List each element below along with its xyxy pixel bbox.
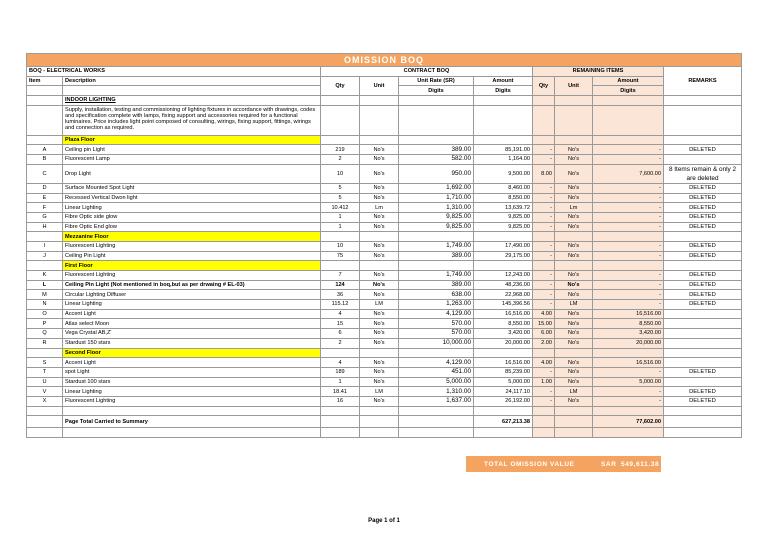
remaining-amount: 16,516.00 [593,358,664,368]
page-title: OMISSION BOQ [27,54,742,67]
item-amount: 12,243.00 [474,271,533,281]
item-unit: No's [360,155,399,165]
item-code: Q [27,329,63,339]
item-amount: 48,236.00 [474,280,533,290]
floor-header-row [27,232,742,242]
indoor-title-row [27,96,742,106]
page-total-label: Page Total Carried to Summary [63,416,321,428]
total-omission-value-box [466,456,661,472]
remaining-unit: No's [555,241,593,251]
section-label: BOQ - ELECTRICAL WORKS [27,67,321,77]
item-description: Recessed Vertical Dwon light [63,193,321,203]
remaining-qty: - [533,183,555,193]
item-description: Fluorescent Lighting [63,241,321,251]
item-amount: 145,396.56 [474,300,533,310]
title-row [27,54,742,67]
item-amount: 9,825.00 [474,222,533,232]
item-amount: 26,192.00 [474,396,533,406]
page-total-row [27,416,742,428]
table-row [27,329,742,339]
item-amount: 85,239.00 [474,367,533,377]
item-remarks [664,358,742,368]
remaining-qty: - [533,290,555,300]
item-code: C [27,164,63,183]
remaining-amount: 20,000.00 [593,338,664,348]
item-description: Drop Light [63,164,321,183]
floor-label: Plaza Floor [63,135,321,145]
item-unit-rate: 638.00 [399,290,474,300]
item-remarks: DELETED [664,280,742,290]
floor-header-row [27,348,742,358]
remaining-unit: No's [555,280,593,290]
remaining-amount: - [593,290,664,300]
item-unit-rate: 1,749.00 [399,241,474,251]
header-row-1 [27,67,742,77]
item-unit: No's [360,271,399,281]
remaining-unit: LM [555,300,593,310]
remaining-amount-header: Amount [593,76,664,86]
item-header: Item [27,76,63,86]
item-remarks: DELETED [664,222,742,232]
remaining-qty: 8.00 [533,164,555,183]
item-code: N [27,300,63,310]
item-code: I [27,241,63,251]
spacer-row [27,406,742,416]
item-qty: 1 [321,377,360,387]
item-amount: 13,639.72 [474,203,533,213]
remaining-qty: - [533,251,555,261]
remaining-unit: No's [555,155,593,165]
page-total-contract: 627,213.38 [474,416,533,428]
item-unit: No's [360,193,399,203]
table-row [27,300,742,310]
table-row [27,251,742,261]
item-amount: 8,550.00 [474,193,533,203]
indoor-lighting-description: Supply, installation, testing and commissioning of lighting fixtures in accordance with drawings, codes and specification complete with lamps, fixing support and accessories required for a functional luminaires. Price includes light point composed of consulting, wirings, fixing support, fittings, wirings and connection as required. [63,105,321,135]
remaining-amount: - [593,193,664,203]
unit-rate-header: Unit Rate (SR) [399,76,474,86]
remaining-amount: - [593,271,664,281]
remaining-qty: - [533,367,555,377]
item-description: Linear Lighting [63,203,321,213]
table-row [27,145,742,155]
item-amount: 20,000.00 [474,338,533,348]
remaining-unit: LM [555,387,593,397]
item-description: Fluorescent Lamp [63,155,321,165]
item-description: Fluorescent Lighting [63,271,321,281]
remaining-qty: 2.00 [533,338,555,348]
item-unit-rate: 1,692.00 [399,183,474,193]
item-unit: No's [360,222,399,232]
item-description: Stardust 100 stars [63,377,321,387]
item-unit-rate: 570.00 [399,319,474,329]
item-unit-rate: 1,310.00 [399,387,474,397]
item-unit: No's [360,183,399,193]
remaining-amount: 3,420.00 [593,329,664,339]
item-qty: 4 [321,358,360,368]
remaining-unit: No's [555,145,593,155]
table-row [27,290,742,300]
item-description: Ceiling Pin Light [63,251,321,261]
item-qty: 75 [321,251,360,261]
item-unit-rate: 950.00 [399,164,474,183]
item-amount: 22,968.00 [474,290,533,300]
item-qty: 5 [321,183,360,193]
item-description: Ceiling Pin Light (Not mentioned in boq,but as per drwaing # EL-03) [63,280,321,290]
item-unit-rate: 1,310.00 [399,203,474,213]
item-code: H [27,222,63,232]
item-unit-rate: 1,749.00 [399,271,474,281]
item-unit-rate: 389.00 [399,251,474,261]
remaining-amount: - [593,367,664,377]
remaining-qty: - [533,155,555,165]
item-qty: 4 [321,309,360,319]
remaining-qty: - [533,300,555,310]
table-row [27,241,742,251]
item-unit-rate: 4,129.00 [399,309,474,319]
remaining-unit: No's [555,193,593,203]
item-remarks [664,155,742,165]
item-amount: 16,516.00 [474,358,533,368]
item-unit-rate: 9,825.00 [399,212,474,222]
page-number: Page 1 of 1 [368,518,400,524]
total-omission-currency: SAR [601,460,617,468]
item-amount: 29,175.00 [474,251,533,261]
item-unit: No's [360,164,399,183]
item-code: F [27,203,63,213]
item-qty: 10 [321,164,360,183]
item-code: L [27,280,63,290]
table-row [27,183,742,193]
remaining-qty: 4.00 [533,309,555,319]
item-description: Accent Light [63,309,321,319]
item-code: R [27,338,63,348]
remaining-qty-header: Qty [533,76,555,95]
qty-header: Qty [321,76,360,95]
item-code: J [27,251,63,261]
item-qty: 5 [321,193,360,203]
table-row [27,193,742,203]
remaining-amount: - [593,155,664,165]
table-row [27,396,742,406]
item-amount: 24,117.10 [474,387,533,397]
item-remarks [664,338,742,348]
unit-rate-digits: Digits [399,86,474,96]
item-description: Surface Mounted Spot Light [63,183,321,193]
remaining-unit: No's [555,358,593,368]
item-unit-rate: 582.00 [399,155,474,165]
remaining-amount: - [593,387,664,397]
floor-label: First Floor [63,261,321,271]
remaining-unit: No's [555,212,593,222]
item-qty: 124 [321,280,360,290]
item-unit-rate: 570.00 [399,329,474,339]
item-amount: 8,460.00 [474,183,533,193]
remaining-qty: - [533,387,555,397]
remaining-amount: - [593,396,664,406]
item-amount: 17,490.00 [474,241,533,251]
table-row [27,164,742,183]
description-header: Description [63,76,321,86]
remaining-qty: - [533,222,555,232]
boq-table [26,53,742,438]
item-remarks: DELETED [664,212,742,222]
item-description: Fluorescent Lighting [63,396,321,406]
item-qty: 2 [321,155,360,165]
remaining-unit: No's [555,367,593,377]
item-code: O [27,309,63,319]
remaining-unit: No's [555,183,593,193]
item-code: P [27,319,63,329]
item-code: U [27,377,63,387]
floor-header-row [27,135,742,145]
item-code: D [27,183,63,193]
remaining-qty: - [533,212,555,222]
remaining-qty: - [533,271,555,281]
remaining-qty: - [533,280,555,290]
item-qty: 7 [321,271,360,281]
item-remarks: DELETED [664,241,742,251]
item-code: V [27,387,63,397]
table-row [27,358,742,368]
spacer-row [27,428,742,438]
remaining-qty: 1.00 [533,377,555,387]
remaining-unit: No's [555,222,593,232]
item-amount: 85,191.00 [474,145,533,155]
item-qty: 10.412 [321,203,360,213]
remaining-unit: No's [555,309,593,319]
remaining-items-header: REMAINING ITEMS [533,67,664,77]
remaining-amount: 5,000.00 [593,377,664,387]
item-remarks: DELETED [664,300,742,310]
remaining-unit: No's [555,164,593,183]
item-description: spot Light [63,367,321,377]
header-row-2 [27,76,742,86]
item-code: K [27,271,63,281]
item-description: Fibre Optic side glow [63,212,321,222]
item-qty: 1 [321,222,360,232]
indoor-desc-row [27,105,742,135]
item-remarks: DELETED [664,145,742,155]
remaining-unit: No's [555,290,593,300]
item-unit-rate: 1,710.00 [399,193,474,203]
remaining-unit: No's [555,271,593,281]
item-amount: 16,516.00 [474,309,533,319]
item-description: Ceiling pin Light [63,145,321,155]
item-unit: No's [360,145,399,155]
remaining-unit: No's [555,251,593,261]
table-row [27,222,742,232]
remaining-qty: - [533,145,555,155]
table-row [27,387,742,397]
item-unit: No's [360,280,399,290]
remaining-qty: - [533,193,555,203]
unit-header: Unit [360,76,399,95]
item-code: S [27,358,63,368]
item-description: Linear Lighting [63,387,321,397]
item-qty: 10 [321,241,360,251]
item-unit: No's [360,338,399,348]
page-total-remaining: 77,602.00 [593,416,664,428]
item-unit: LM [360,387,399,397]
remaining-unit: No's [555,377,593,387]
table-row [27,212,742,222]
item-qty: 115.12 [321,300,360,310]
remaining-qty: - [533,241,555,251]
item-code: X [27,396,63,406]
item-code: G [27,212,63,222]
remaining-amount: - [593,203,664,213]
item-unit-rate: 389.00 [399,280,474,290]
item-code: T [27,367,63,377]
total-omission-amount: 549,611.38 [621,460,660,468]
item-remarks: 8 Items remain & only 2 are deleted [664,164,742,183]
item-description: Atlas select Moon [63,319,321,329]
remaining-amount: - [593,241,664,251]
item-remarks: DELETED [664,367,742,377]
floor-label: Second Floor [63,348,321,358]
remaining-qty: - [533,396,555,406]
item-remarks: DELETED [664,251,742,261]
item-unit: No's [360,251,399,261]
item-remarks: DELETED [664,387,742,397]
remaining-amount: 7,600.00 [593,164,664,183]
indoor-lighting-title: INDOOR LIGHTING [63,96,321,106]
item-amount: 1,164.00 [474,155,533,165]
table-row [27,309,742,319]
item-unit: No's [360,396,399,406]
remaining-unit-header: Unit [555,76,593,95]
remaining-amount: - [593,222,664,232]
item-amount: 9,500.00 [474,164,533,183]
item-unit: No's [360,212,399,222]
item-unit: No's [360,319,399,329]
total-omission-label: TOTAL OMISSION VALUE [484,460,575,468]
item-remarks: DELETED [664,203,742,213]
remaining-unit: No's [555,329,593,339]
item-unit: LM [360,300,399,310]
remaining-qty: 15.00 [533,319,555,329]
item-unit-rate: 1,637.00 [399,396,474,406]
remaining-amount-digits: Digits [593,86,664,96]
item-unit-rate: 389.00 [399,145,474,155]
item-qty: 189 [321,367,360,377]
contract-boq-header: CONTRACT BOQ [321,67,533,77]
amount-digits: Digits [474,86,533,96]
item-description: Linear Lighting [63,300,321,310]
item-qty: 36 [321,290,360,300]
remaining-qty: 6.00 [533,329,555,339]
table-row [27,155,742,165]
item-unit: No's [360,241,399,251]
item-unit-rate: 4,129.00 [399,358,474,368]
item-amount: 9,825.00 [474,212,533,222]
item-qty: 15 [321,319,360,329]
item-qty: 6 [321,329,360,339]
item-unit-rate: 10,000.00 [399,338,474,348]
item-remarks [664,309,742,319]
remaining-amount: - [593,300,664,310]
item-remarks [664,377,742,387]
remaining-qty: - [533,203,555,213]
item-unit-rate: 451.00 [399,367,474,377]
remaining-amount: 16,516.00 [593,309,664,319]
item-remarks: DELETED [664,271,742,281]
item-description: Stardust 150 stars [63,338,321,348]
item-amount: 8,550.00 [474,319,533,329]
item-amount: 3,420.00 [474,329,533,339]
item-unit: No's [360,367,399,377]
remaining-qty: 4.00 [533,358,555,368]
item-code: M [27,290,63,300]
table-row [27,280,742,290]
item-remarks: DELETED [664,396,742,406]
item-unit: No's [360,290,399,300]
item-remarks: DELETED [664,183,742,193]
remaining-amount: - [593,145,664,155]
item-code: B [27,155,63,165]
item-remarks [664,319,742,329]
table-row [27,338,742,348]
item-qty: 1 [321,212,360,222]
floor-header-row [27,261,742,271]
remaining-amount: - [593,251,664,261]
item-unit-rate: 5,000.00 [399,377,474,387]
item-remarks: DELETED [664,193,742,203]
item-unit-rate: 9,825.00 [399,222,474,232]
table-row [27,319,742,329]
item-description: Vega Crystal AB,Z' [63,329,321,339]
item-qty: 219 [321,145,360,155]
item-amount: 5,000.00 [474,377,533,387]
table-row [27,367,742,377]
remaining-amount: 8,550.00 [593,319,664,329]
remaining-amount: - [593,183,664,193]
remarks-header: REMARKS [664,67,742,96]
omission-boq-sheet [26,53,741,438]
remaining-amount: - [593,280,664,290]
item-qty: 2 [321,338,360,348]
item-unit: No's [360,358,399,368]
item-description: Fibre Optic End glow [63,222,321,232]
remaining-unit: No's [555,338,593,348]
item-code: E [27,193,63,203]
item-unit: No's [360,329,399,339]
table-row [27,271,742,281]
item-unit: Lm [360,203,399,213]
item-qty: 18.41 [321,387,360,397]
item-description: Accent Light [63,358,321,368]
remaining-unit: No's [555,319,593,329]
remaining-unit: Lm [555,203,593,213]
item-description: Circular Lighting Diffuser [63,290,321,300]
remaining-unit: No's [555,396,593,406]
item-qty: 16 [321,396,360,406]
item-unit-rate: 1,263.00 [399,300,474,310]
amount-header: Amount [474,76,533,86]
item-unit: No's [360,377,399,387]
floor-label: Mezzanine Floor [63,232,321,242]
item-remarks: DELETED [664,290,742,300]
item-remarks [664,329,742,339]
table-row [27,203,742,213]
table-row [27,377,742,387]
item-unit: No's [360,309,399,319]
remaining-amount: - [593,212,664,222]
item-code: A [27,145,63,155]
